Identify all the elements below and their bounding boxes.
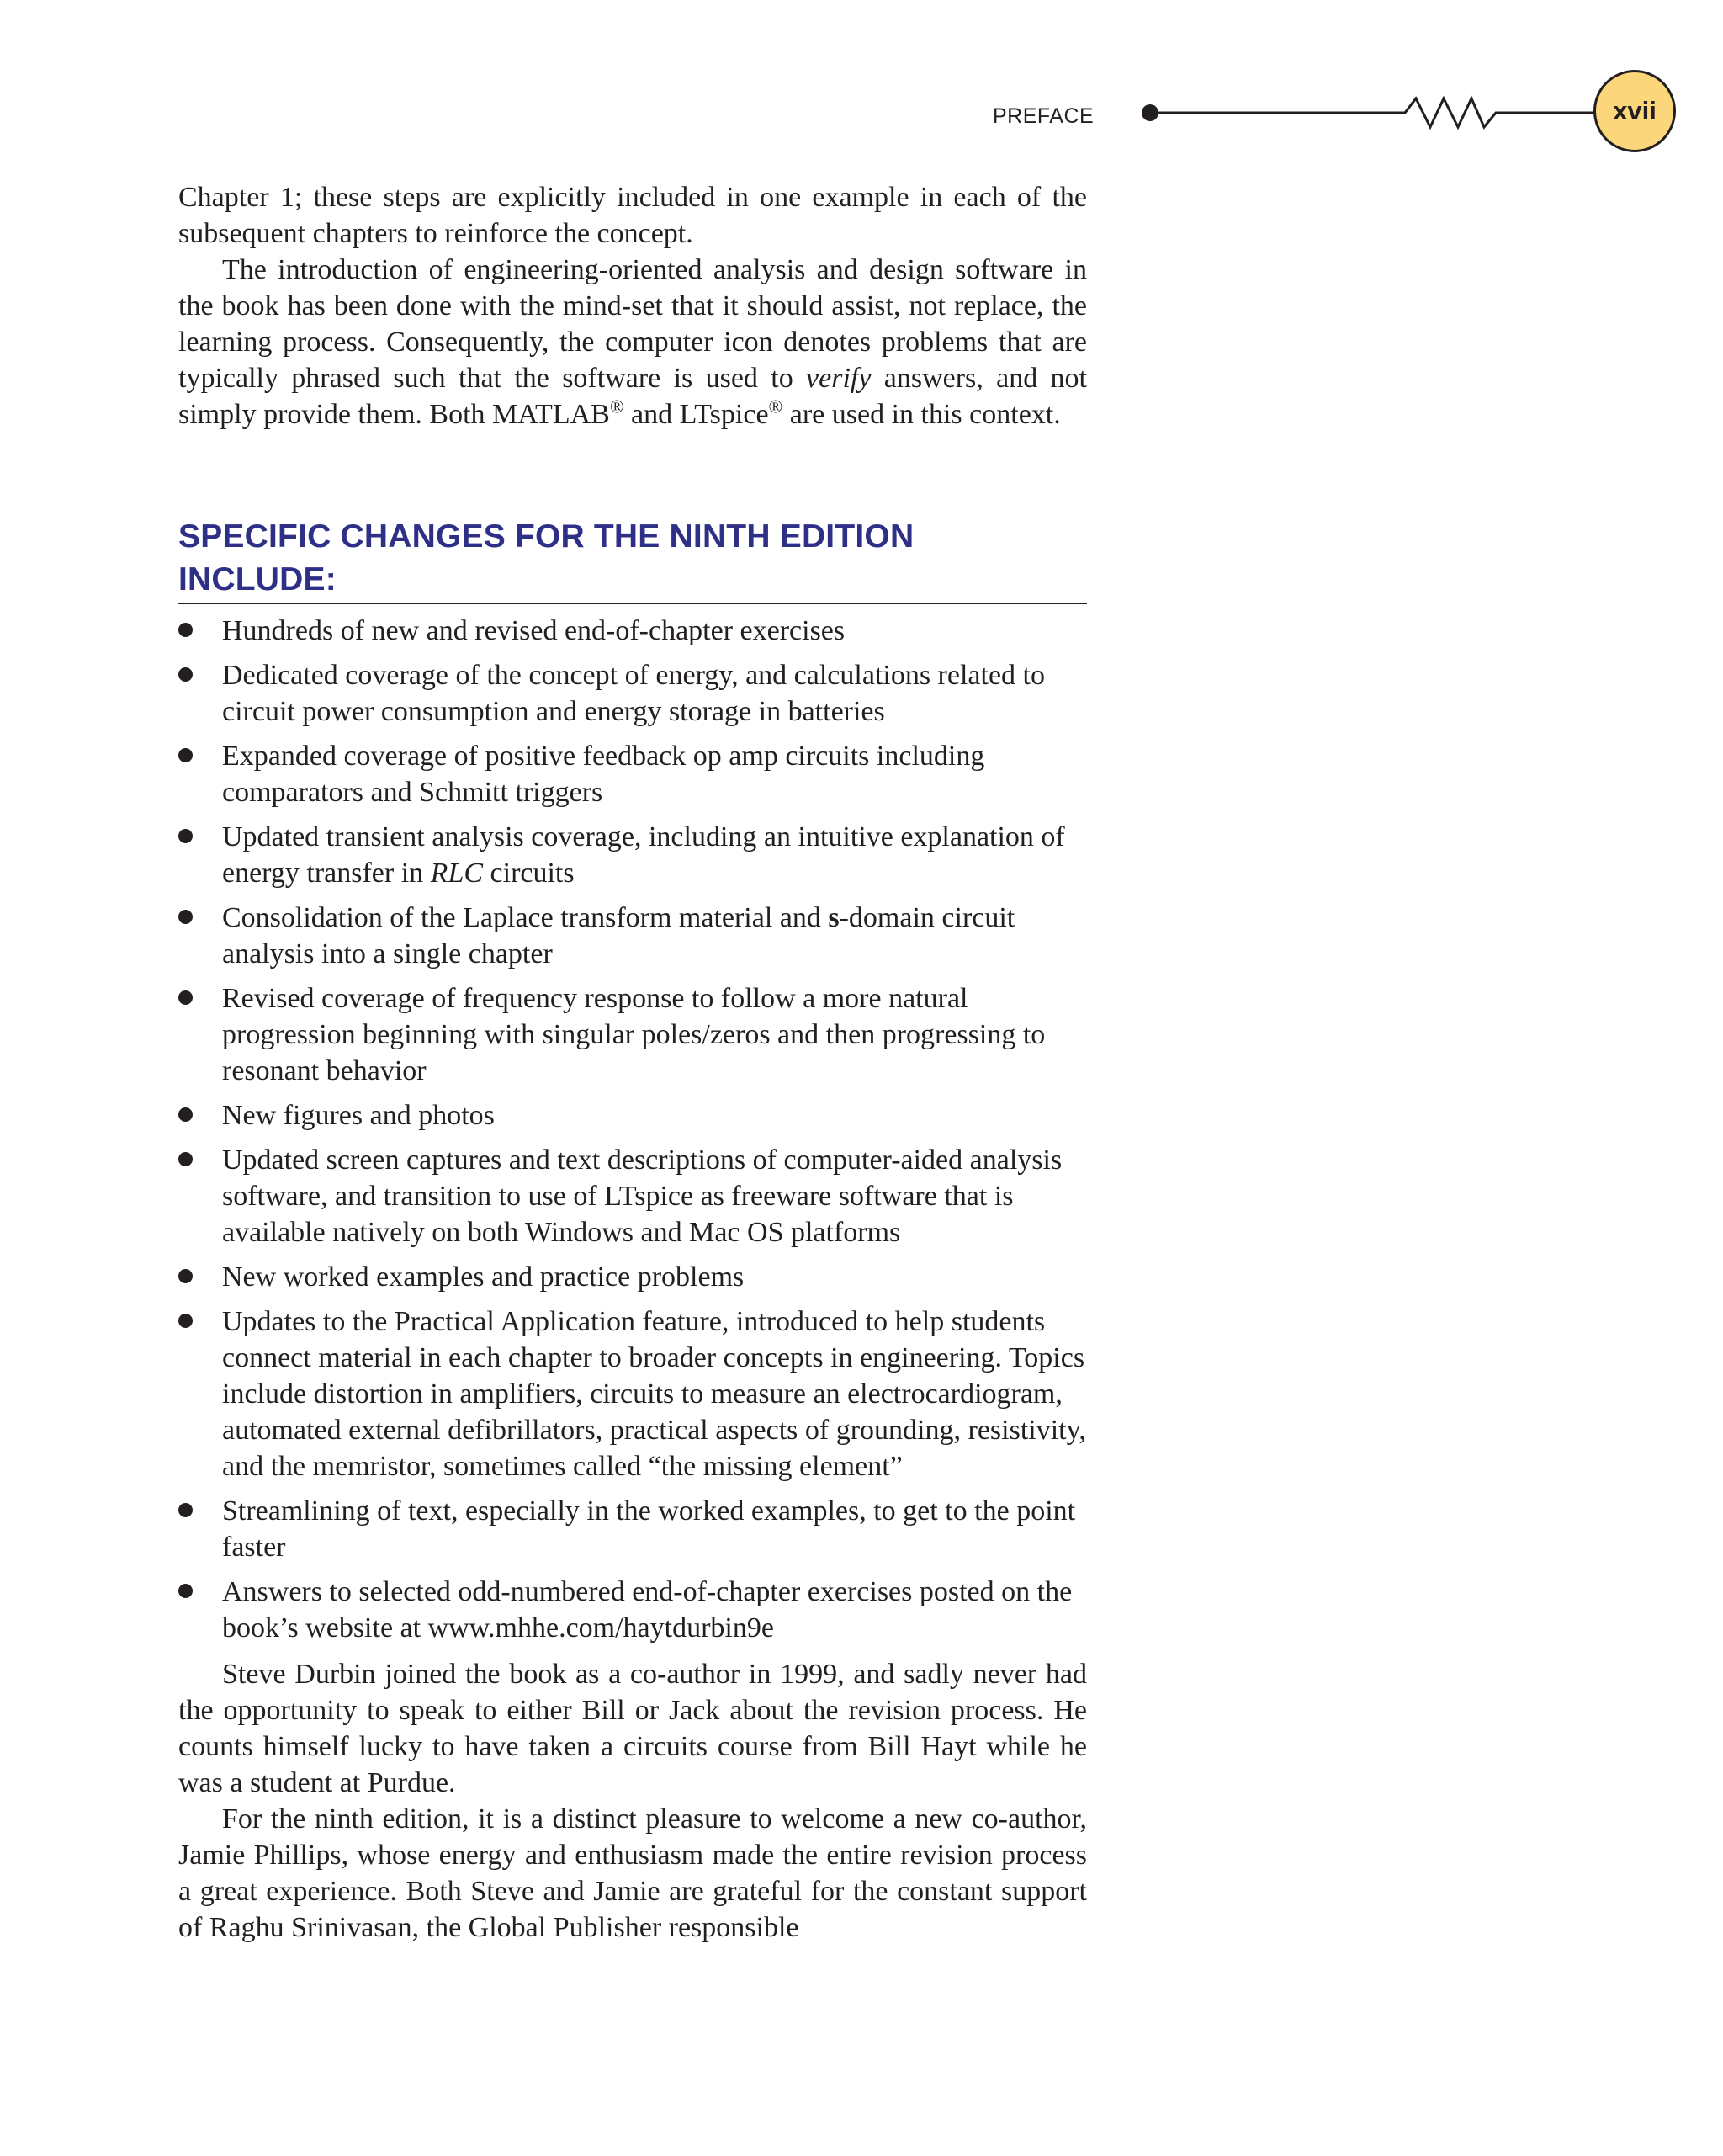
list-item: Updates to the Practical Application feature, introduced to help students connect material in each chapter to broader concepts in engineering. Topics include distortion in amplifiers, circuits to measure an electrocardiogram, automated external defibrillators, practical aspects of grounding, resistivity, and the memristor, sometimes called “the missing element” <box>178 1304 1087 1484</box>
bullet-dot-icon <box>178 1314 193 1328</box>
bullet-dot-icon <box>178 1152 193 1166</box>
bullet-dot-icon <box>178 1269 193 1283</box>
bullet-dot-icon <box>178 1584 193 1598</box>
bullet-dot-icon <box>178 910 193 924</box>
list-item: Revised coverage of frequency response to follow a more natural progression beginning with singular poles/zeros and then progressing to resonant behavior <box>178 980 1087 1089</box>
bullet-dot-icon <box>178 829 193 843</box>
list-item: New figures and photos <box>178 1097 1087 1134</box>
bullet-dot-icon <box>178 1503 193 1517</box>
list-item: Consolidation of the Laplace transform material and s-domain circuit analysis into a single chapter <box>178 900 1087 972</box>
page-number-badge <box>1593 70 1676 152</box>
list-item: Expanded coverage of positive feedback op amp circuits including comparators and Schmitt triggers <box>178 738 1087 810</box>
list-item: Dedicated coverage of the concept of energy, and calculations related to circuit power consumption and energy storage in batteries <box>178 657 1087 730</box>
bullet-dot-icon <box>178 623 193 637</box>
running-header-label: PREFACE <box>993 104 1095 128</box>
page-body <box>178 179 1087 1946</box>
section-heading-line-2: INCLUDE: <box>178 561 337 597</box>
bullet-dot-icon <box>178 1107 193 1122</box>
list-item: Hundreds of new and revised end-of-chapter exercises <box>178 613 1087 649</box>
page-number: xvii <box>1613 96 1657 125</box>
list-item: Updated screen captures and text descriptions of computer-aided analysis software, and transition to use of LTspice as freeware software that is available natively on both Windows and Mac OS platforms <box>178 1142 1087 1251</box>
list-item: New worked examples and practice problems <box>178 1259 1087 1295</box>
list-item: Answers to selected odd-numbered end-of-chapter exercises posted on the book’s website at www.mhhe.com/haytdurbin9e <box>178 1574 1087 1646</box>
resistor-wire <box>1150 98 1595 127</box>
list-item: Updated transient analysis coverage, including an intuitive explanation of energy transfer in RLC circuits <box>178 819 1087 891</box>
bullet-dot-icon <box>178 667 193 682</box>
bullet-dot-icon <box>178 748 193 762</box>
bullet-dot-icon <box>178 990 193 1005</box>
changes-list <box>178 613 1087 1646</box>
closing-paragraph-1: Steve Durbin joined the book as a co-author in 1999, and sadly never had the opportunity to speak to either Bill or Jack about the revision process. He counts himself lucky to have taken a circuits course from Bill Hayt while he was a student at Purdue. <box>178 1659 1087 1798</box>
list-item: Streamlining of text, especially in the worked examples, to get to the point faster <box>178 1493 1087 1565</box>
intro-paragraph-1: Chapter 1; these steps are explicitly included in one example in each of the subsequent chapters to reinforce the concept. <box>178 182 1087 249</box>
resistor-line-icon <box>0 0 1723 168</box>
closing-paragraph-2: For the ninth edition, it is a distinct pleasure to welcome a new co-author, Jamie Phillips, whose energy and enthusiasm made the entire revision process a great experience. Both Steve and Jamie are grateful for the constant support of Raghu Srinivasan, the Global Publisher responsible <box>178 1803 1087 1943</box>
intro-paragraph-2: The introduction of engineering-oriented analysis and design software in the book has been done with the mind-set that it should assist, not replace, the learning process. Consequently, the computer icon denotes problems that are typically phrased such that the software is used to verify answers, and not simply provide them. Both MATLAB® and LTspice® are used in this context. <box>178 254 1087 430</box>
section-heading-line-1: SPECIFIC CHANGES FOR THE NINTH EDITION <box>178 518 915 555</box>
section-heading <box>178 515 1087 604</box>
